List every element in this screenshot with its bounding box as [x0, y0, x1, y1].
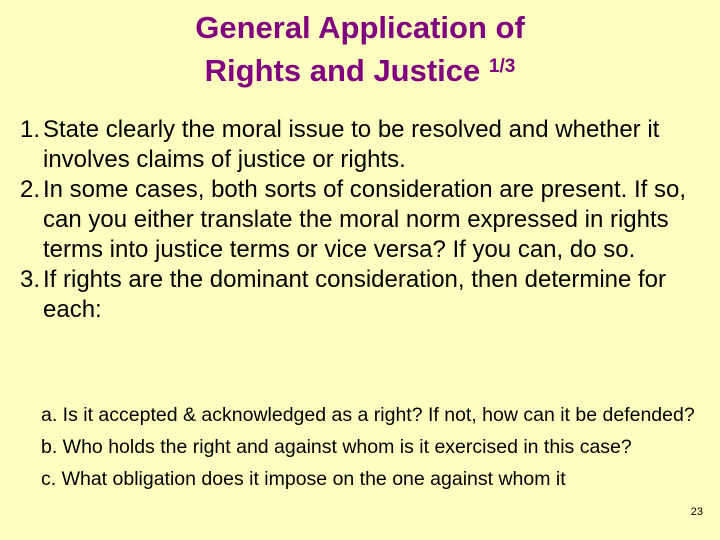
title-line-1: General Application of — [195, 10, 525, 45]
list-item-text: In some cases, both sorts of consideration are present. If so, can you either translate the moral norm expressed in rights terms into justice terms or vice versa? If you can, do so. — [43, 176, 686, 263]
list-item — [20, 115, 715, 175]
title-part-indicator: 1/3 — [488, 56, 516, 77]
slide-title — [0, 6, 720, 92]
sub-list-item: b. Who holds the right and against whom is it exercised in this case? — [41, 436, 632, 458]
numbered-list — [20, 115, 715, 325]
title-line-2-text: Rights and Justice — [204, 53, 481, 88]
list-item — [20, 265, 715, 325]
list-item-number: 1. — [20, 116, 41, 143]
list-item-number: 2. — [20, 176, 41, 203]
list-item-text: State clearly the moral issue to be resolved and whether it involves claims of justice or rights. — [43, 116, 660, 173]
title-line-2 — [0, 49, 720, 92]
sub-list-item: c. What obligation does it impose on the one against whom it — [41, 468, 566, 490]
list-item — [20, 175, 715, 265]
page-number: 23 — [690, 506, 703, 518]
list-item-number: 3. — [20, 266, 41, 293]
list-item-text: If rights are the dominant consideration, then determine for each: — [43, 266, 667, 323]
sub-list-item: a. Is it accepted & acknowledged as a right? If not, how can it be defended? — [41, 404, 695, 426]
sub-list — [41, 401, 706, 497]
